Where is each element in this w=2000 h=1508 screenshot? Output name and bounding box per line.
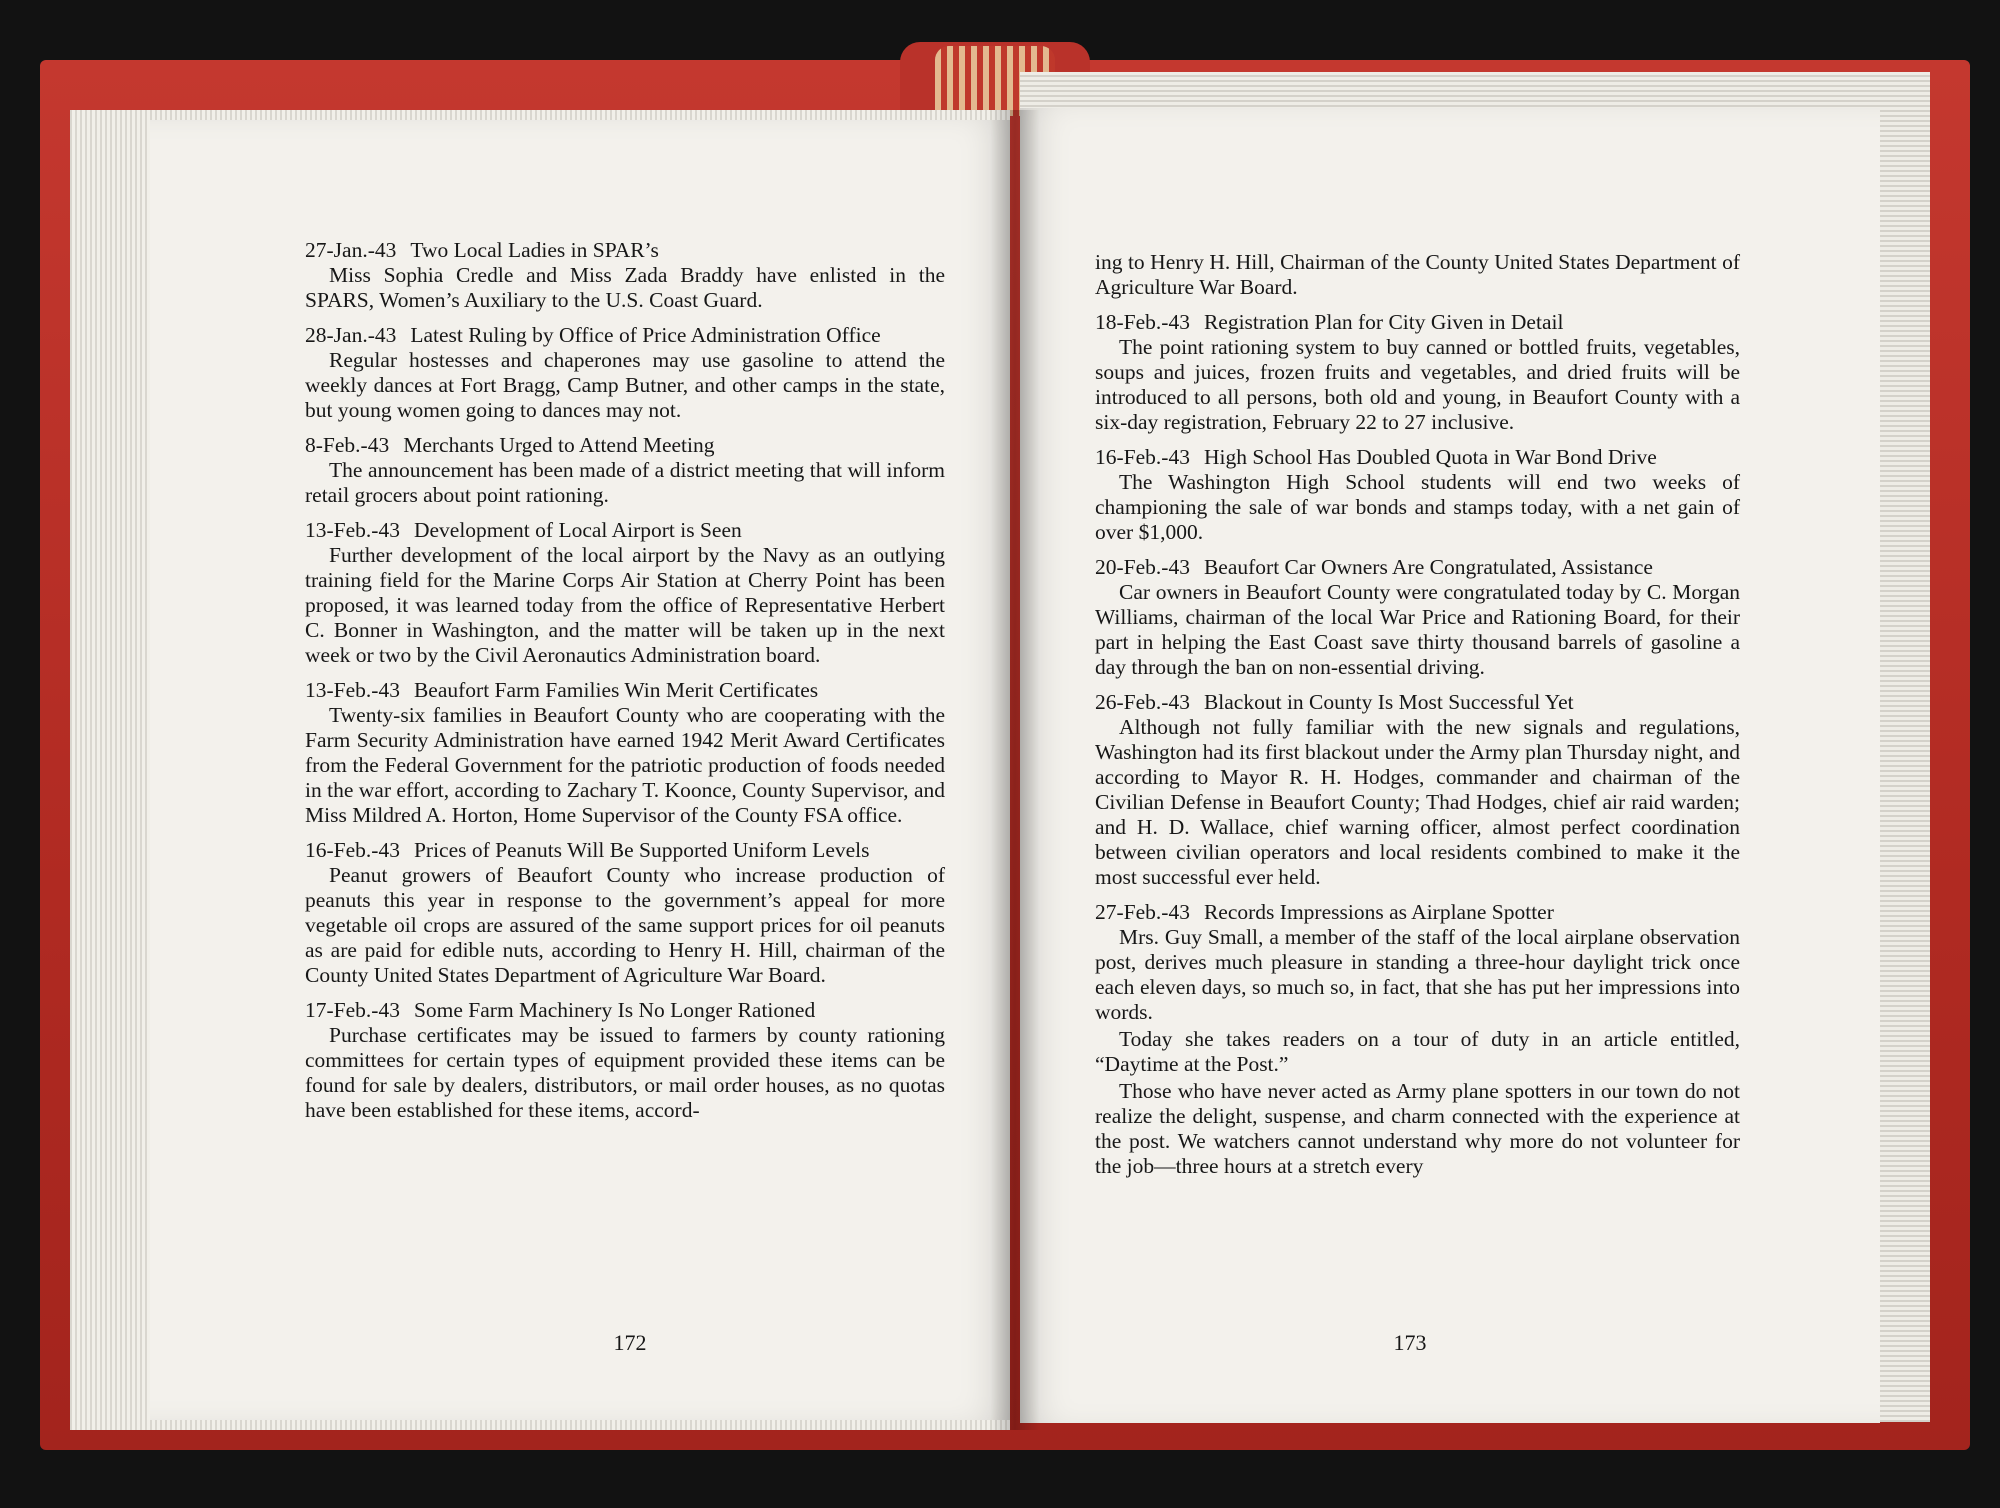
news-entry	[305, 433, 945, 508]
entry-body: Twenty-six families in Beaufort County who are cooperating with the Farm Security Administration have earned 1942 Merit Award Certificates from the Federal Government for the patriotic production of foods needed in the war effort, according to Zachary T. Koonce, County Supervisor, and Miss Mildred A. Horton, Home Supervisor of the County FSA office.	[305, 703, 945, 827]
news-entry	[305, 518, 945, 668]
continued-entry	[1095, 250, 1740, 300]
entry-body: Today she takes readers on a tour of duty in an article entitled, “Daytime at the Post.”	[1095, 1027, 1740, 1076]
entry-body: Although not fully familiar with the new signals and regulations, Washington had its first blackout under the Army plan Thursday night, and according to Mayor R. H. Hodges, commander and chairman of the Civilian Defense in Beaufort County; Thad Hodges, chief air raid warden; and H. D. Wallace, chief warning officer, almost perfect coordination between civilian operators and local residents combined to make it the most successful ever held.	[1095, 715, 1740, 889]
book-gutter	[990, 110, 1040, 1430]
news-entry	[1095, 690, 1740, 890]
entry-title: Two Local Ladies in SPAR’s	[410, 238, 659, 262]
news-entry	[305, 998, 945, 1123]
news-entry	[1095, 445, 1740, 545]
entry-date: 16-Feb.-43	[1095, 445, 1190, 469]
entry-body: Further development of the local airport by the Navy as an outlying training field for the Marine Corps Air Station at Cherry Point has been proposed, it was learned today from the office of Representative Herbert C. Bonner in Washington, and the matter will be taken up in the next week or two by the Civil Aeronautics Administration board.	[305, 543, 945, 667]
entry-body: Those who have never acted as Army plane spotters in our town do not realize the delight, suspense, and charm connected with the experience at the post. We watchers cannot understand why more do not volunteer for the job—three hours at a stretch every	[1095, 1079, 1740, 1178]
entry-heading	[1095, 900, 1740, 925]
entry-continuation: ing to Henry H. Hill, Chairman of the County United States Department of Agriculture War Board.	[1095, 250, 1740, 299]
entry-heading	[305, 678, 945, 703]
news-entry	[305, 678, 945, 828]
news-entry	[305, 323, 945, 423]
entry-date: 27-Feb.-43	[1095, 900, 1190, 924]
left-page	[150, 120, 1010, 1420]
entry-heading	[1095, 555, 1740, 580]
entry-title: Records Impressions as Airplane Spotter	[1203, 900, 1554, 924]
entry-heading	[1095, 310, 1740, 335]
entry-title: Latest Ruling by Office of Price Administration Office	[410, 323, 881, 347]
entry-date: 26-Feb.-43	[1095, 690, 1190, 714]
news-entry	[305, 238, 945, 313]
page-number: 172	[613, 1330, 647, 1355]
entry-body: The Washington High School students will end two weeks of championing the sale of war bonds and stamps today, with a net gain of over $1,000.	[1095, 470, 1740, 544]
news-entry	[305, 838, 945, 988]
entry-heading	[305, 838, 945, 863]
entry-date: 8-Feb.-43	[305, 433, 390, 457]
right-page	[1020, 108, 1880, 1423]
entry-date: 17-Feb.-43	[305, 998, 400, 1022]
left-text-column	[305, 238, 945, 1133]
entry-heading	[1095, 445, 1740, 470]
page-number: 173	[1393, 1330, 1427, 1355]
entry-title: Some Farm Machinery Is No Longer Rationed	[413, 998, 816, 1022]
entry-body: Purchase certificates may be issued to farmers by county rationing committees for certain types of equipment provided these items can be found for sale by dealers, distributors, or mail order houses, as no quotas have been established for these items, accord-	[305, 1023, 945, 1122]
entry-title: Prices of Peanuts Will Be Supported Uniform Levels	[413, 838, 870, 862]
entry-body: The announcement has been made of a district meeting that will inform retail grocers about point rationing.	[305, 458, 945, 507]
entry-title: Blackout in County Is Most Successful Yet	[1203, 690, 1574, 714]
right-text-column	[1095, 250, 1740, 1189]
entry-date: 20-Feb.-43	[1095, 555, 1190, 579]
entry-date: 13-Feb.-43	[305, 678, 400, 702]
entry-heading	[305, 238, 945, 263]
entry-date: 28-Jan.-43	[305, 323, 397, 347]
entry-heading	[305, 433, 945, 458]
entry-heading	[305, 323, 945, 348]
entry-date: 13-Feb.-43	[305, 518, 400, 542]
entry-title: Merchants Urged to Attend Meeting	[403, 433, 715, 457]
entry-title: High School Has Doubled Quota in War Bond Drive	[1203, 445, 1657, 469]
entry-heading	[305, 518, 945, 543]
entry-body: Peanut growers of Beaufort County who increase production of peanuts this year in response to the government’s appeal for more vegetable oil crops are assured of the same support prices for oil peanuts as are paid for edible nuts, according to Henry H. Hill, chairman of the County United States Department of Agriculture War Board.	[305, 863, 945, 987]
entry-title: Registration Plan for City Given in Detail	[1203, 310, 1564, 334]
entry-body: Car owners in Beaufort County were congratulated today by C. Morgan Williams, chairman of the local War Price and Rationing Board, for their part in helping the East Coast save thirty thousand barrels of gasoline a day through the ban on non-essential driving.	[1095, 580, 1740, 679]
entry-date: 18-Feb.-43	[1095, 310, 1190, 334]
news-entry	[1095, 900, 1740, 1179]
entry-title: Beaufort Farm Families Win Merit Certificates	[413, 678, 819, 702]
entry-body: The point rationing system to buy canned or bottled fruits, vegetables, soups and juices, frozen fruits and vegetables, and dried fruits will be introduced to all persons, both old and young, in Beaufort County with a six-day registration, February 22 to 27 inclusive.	[1095, 335, 1740, 434]
entry-body: Mrs. Guy Small, a member of the staff of the local airplane observation post, derives much pleasure in standing a three-hour daylight trick once each eleven days, so much so, in fact, that she has put her impressions into words.	[1095, 925, 1740, 1024]
entry-date: 27-Jan.-43	[305, 238, 397, 262]
entry-heading	[1095, 690, 1740, 715]
entry-body: Miss Sophia Credle and Miss Zada Braddy have enlisted in the SPARS, Women’s Auxiliary to the U.S. Coast Guard.	[305, 263, 945, 312]
entry-title: Development of Local Airport is Seen	[413, 518, 742, 542]
news-entry	[1095, 555, 1740, 680]
entry-body: Regular hostesses and chaperones may use gasoline to attend the weekly dances at Fort Bragg, Camp Butner, and other camps in the state, but young women going to dances may not.	[305, 348, 945, 422]
entry-date: 16-Feb.-43	[305, 838, 400, 862]
entry-heading	[305, 998, 945, 1023]
entry-title: Beaufort Car Owners Are Congratulated, Assistance	[1203, 555, 1653, 579]
news-entry	[1095, 310, 1740, 435]
